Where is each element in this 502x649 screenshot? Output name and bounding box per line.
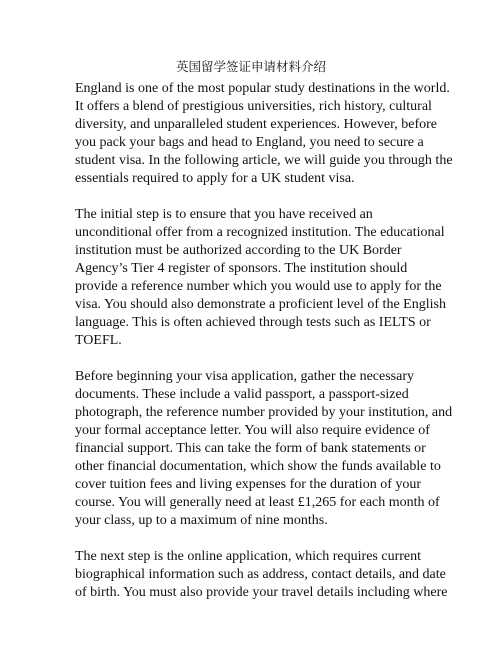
text-line: unconditional offer from a recognized institution. The educational <box>75 225 445 240</box>
text-line: It offers a blend of prestigious universities, rich history, cultural <box>75 99 432 114</box>
text-line: England is one of the most popular study destinations in the world. <box>75 81 450 96</box>
text-line: financial support. This can take the form of bank statements or <box>75 441 426 456</box>
text-line: Agency’s Tier 4 register of sponsors. The institution should <box>75 261 408 276</box>
text-line: biographical information such as address, contact details, and date <box>75 567 446 582</box>
text-line: diversity, and unparalleled student experiences. However, before <box>75 117 437 132</box>
document-title: 英国留学签证申请材料介绍 <box>175 59 326 74</box>
paragraph-application <box>75 548 448 602</box>
document-body <box>75 80 453 620</box>
text-line: visa. You should also demonstrate a proficient level of the English <box>75 297 446 312</box>
text-line: essentials required to apply for a UK student visa. <box>75 171 355 186</box>
text-line: your formal acceptance letter. You will also require evidence of <box>75 423 430 438</box>
text-line: other financial documentation, which show the funds available to <box>75 459 441 474</box>
text-line: you pack your bags and head to England, you need to secure a <box>75 135 424 150</box>
text-line: course. You will generally need at least £1,265 for each month of <box>75 495 440 510</box>
text-line: student visa. In the following article, we will guide you through the <box>75 153 453 168</box>
text-line: TOEFL. <box>75 333 122 348</box>
paragraph-offer <box>75 206 446 350</box>
text-line: provide a reference number which you would use to apply for the <box>75 279 442 294</box>
text-line: The initial step is to ensure that you have received an <box>75 207 373 222</box>
paragraph-documents <box>75 368 453 530</box>
text-line: photograph, the reference number provided by your institution, and <box>75 405 453 420</box>
paragraph-intro <box>75 80 453 188</box>
text-line: cover tuition fees and living expenses for the duration of your <box>75 477 422 492</box>
text-line: Before beginning your visa application, gather the necessary <box>75 369 414 384</box>
text-line: language. This is often achieved through tests such as IELTS or <box>75 315 431 330</box>
text-line: institution must be authorized according to the UK Border <box>75 243 402 258</box>
text-line: documents. These include a valid passport, a passport-sized <box>75 387 409 402</box>
text-line: The next step is the online application, which requires current <box>75 549 422 564</box>
text-line: your class, up to a maximum of nine months. <box>75 513 328 528</box>
text-line: of birth. You must also provide your travel details including where <box>75 585 448 600</box>
